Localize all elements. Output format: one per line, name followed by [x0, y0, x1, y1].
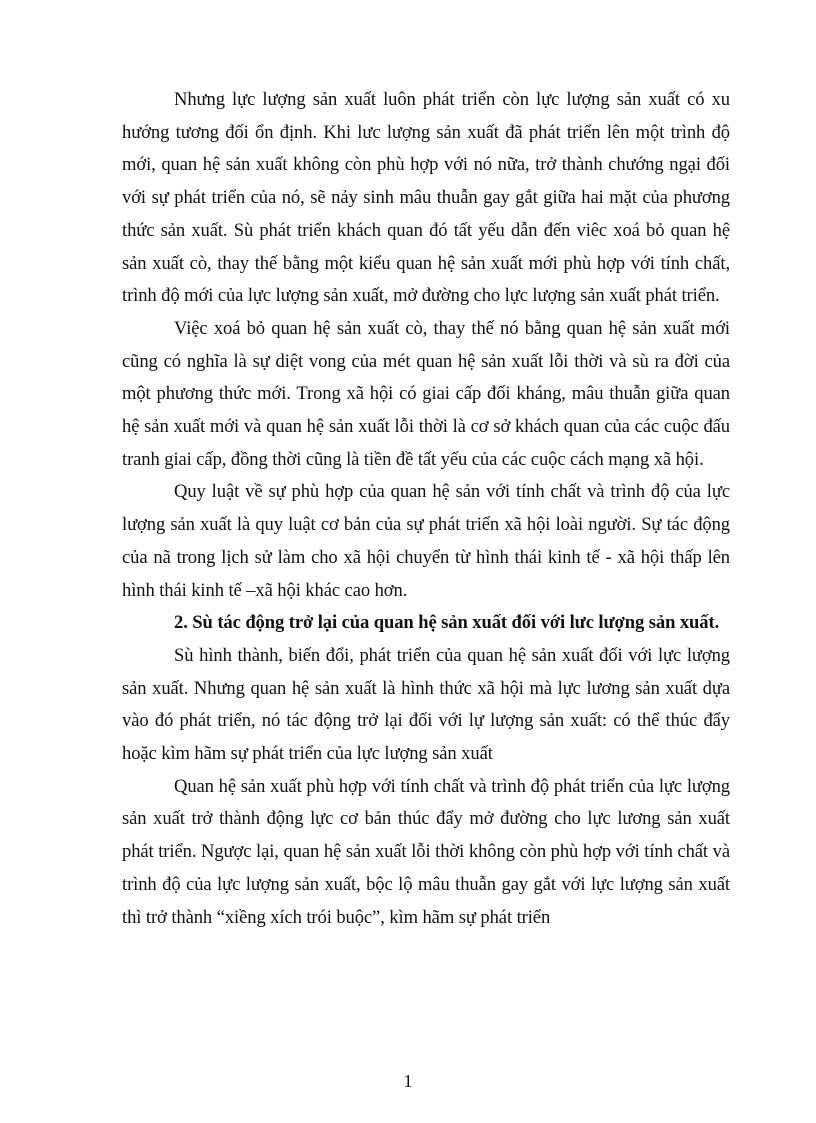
paragraph-4: Sù hình thành, biến đổi, phát triển của quan hệ sản xuất đối với lực lượng sản xuất. Nhưng quan hệ sản xuất là hình thức xã hội mà lực lương sản xuất dựa vào đó phát triển, nó tác động trở lại đối với lự lượng sản xuất: có thể thúc đẩy hoặc kìm hãm sự phát triển của lực lượng sản xuất	[122, 644, 730, 765]
page-number: 1	[403, 1071, 413, 1091]
paragraph-1: Nhưng lực lượng sản xuất luôn phát triển còn lực lượng sản xuất có xu hướng tương đối ổn định. Khi lưc lượng sản xuất đã phát triển lên một trình độ mới, quan hệ sản xuất không còn phù hợp với nó nữa, trở thành chướng ngại đối với sự phát triển của nó, sẽ nảy sinh mâu thuẫn gay gắt giữa hai mặt của phương thức sản xuất. Sù phát triển khách quan đó tất yếu dẫn đến viêc xoá bỏ quan hệ sản xuất cò, thay thế bằng một kiểu quan hệ sản xuất mới phù hợp với tính chất, trình độ mới của lực lượng sản xuất, mở đường cho lực lượng sản xuất phát triển.	[122, 89, 730, 307]
paragraph-2: Việc xoá bỏ quan hệ sản xuất cò, thay thế nó bằng quan hệ sản xuất mới cũng có nghĩa là sự diệt vong của mét quan hệ sản xuất lỗi thời và sù ra đời của một phương thức mới. Trong xã hội có giai cấp đối kháng, mâu thuẫn giữa quan hệ sản xuất mới và quan hệ sản xuất lỗi thời là cơ sở khách quan của các cuộc đấu tranh giai cấp, đồng thời cũng là tiền đề tất yếu của các cuộc cách mạng xã hội.	[122, 317, 730, 470]
paragraph-5: Quan hệ sản xuất phù hợp với tính chất và trình độ phát triển của lực lượng sản xuất trở thành động lực cơ bản thúc đẩy mở đường cho lực lương sản xuất phát triển. Ngược lại, quan hệ sản xuất lỗi thời không còn phù hợp với tính chất và trình độ của lực lượng sản xuất, bộc lộ mâu thuẫn gay gắt với lực lượng sản xuất thì trở thành “xiềng xích trói buộc”, kìm hãm sự phát triển	[122, 775, 730, 928]
document-body	[122, 84, 730, 934]
section-heading: 2. Sù tác động trở lại của quan hệ sản xuất đối với lưc lượng sản xuất.	[174, 612, 720, 634]
paragraph-3: Quy luật về sự phù hợp của quan hệ sản với tính chất và trình độ của lực lượng sản xuất là quy luật cơ bản của sự phát triển xã hội loài người. Sự tác động của nã trong lịch sử làm cho xã hội chuyển từ hình thái kinh tế - xã hội thấp lên hình thái kinh tế –xã hội khác cao hơn.	[122, 481, 730, 601]
